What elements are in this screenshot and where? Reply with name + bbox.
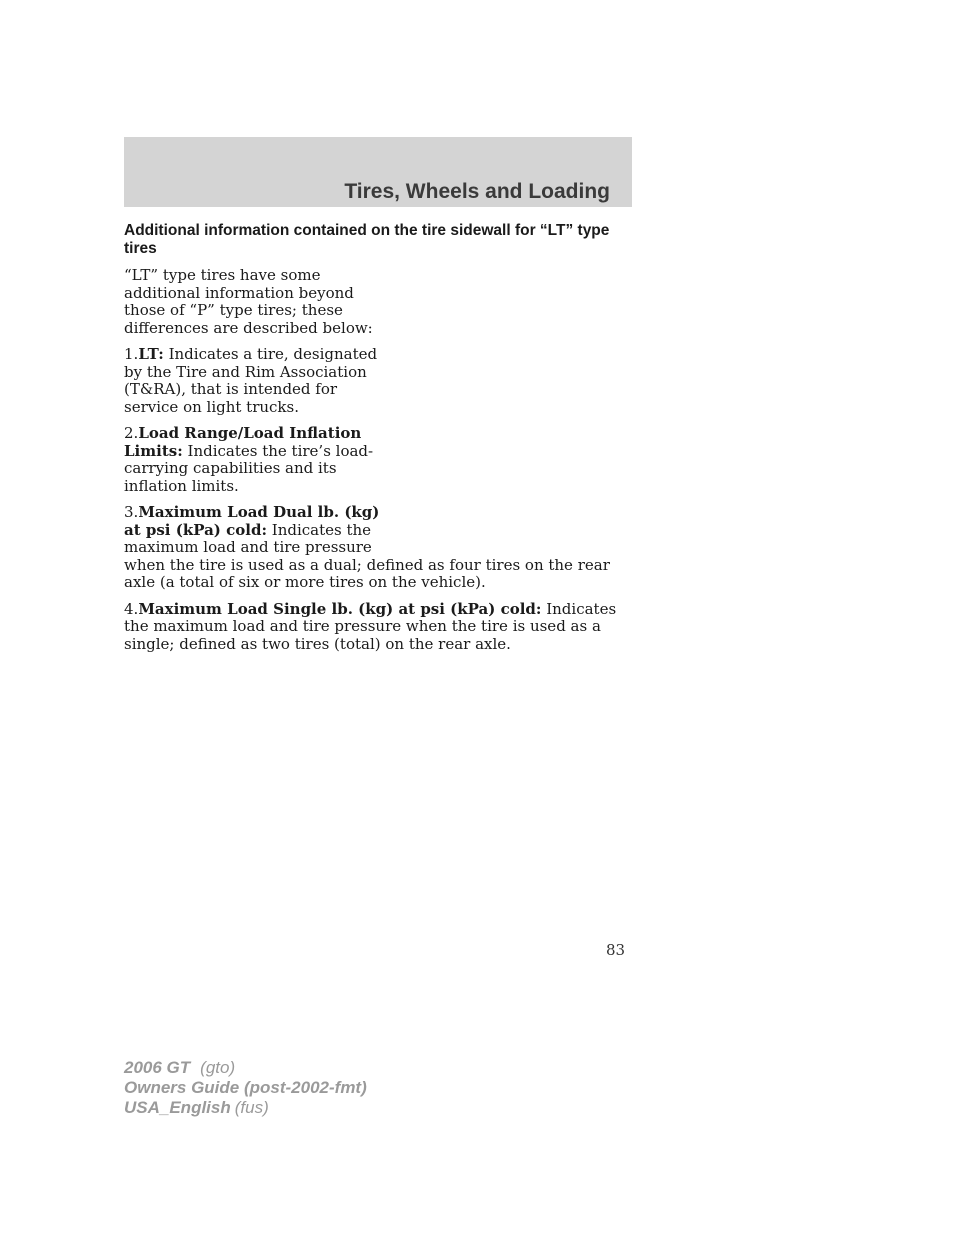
item-text-line1: Indicates the	[271, 520, 372, 539]
item-number: 3.	[124, 503, 139, 521]
document-footer	[124, 1058, 367, 1118]
item-number: 1.	[124, 345, 139, 363]
item-text-rest: when the tire is used as a dual; defined as four tires on the rear axle (a total of six or more tires on the vehicle).	[124, 555, 610, 591]
footer-line-language: USA_English (fus)	[124, 1098, 269, 1117]
item-text: Indicates the maximum load and tire pressure when the tire is used as a single; defined as two tires (total) on the rear axle.	[124, 599, 617, 653]
page-number: 83	[606, 941, 626, 959]
list-item-3	[124, 504, 634, 592]
list-item-1	[124, 346, 392, 416]
intro-paragraph: “LT” type tires have some additional information beyond those of “P” type tires; these differences are described below:	[124, 266, 373, 337]
item-number: 2.	[124, 424, 139, 442]
item-text: Indicates the tire’s load-carrying capabilities and its inflation limits.	[124, 441, 374, 495]
page-content	[124, 222, 634, 662]
section-title: Tires, Wheels and Loading	[344, 180, 610, 203]
item-term-line2: at psi (kPa) cold:	[124, 520, 267, 539]
footer-line-model: 2006 GT (gto)	[124, 1058, 236, 1077]
item-term: Maximum Load Single lb. (kg) at psi (kPa) cold:	[138, 599, 542, 618]
item-text-line2: maximum load and tire pressure	[124, 538, 372, 556]
footer-line-guide: Owners Guide (post-2002-fmt)	[124, 1078, 367, 1097]
item-term-line1: Maximum Load Dual lb. (kg)	[138, 503, 380, 521]
list-item-4	[124, 601, 634, 654]
item-term: LT:	[138, 345, 164, 363]
list-item-2	[124, 425, 392, 495]
item-number: 4.	[124, 599, 139, 618]
item-term: Load Range/Load Inflation Limits:	[124, 424, 362, 460]
item-text: Indicates a tire, designated by the Tire and Rim Association (T&RA), that is intended for service on light trucks.	[124, 345, 378, 416]
section-header-band	[124, 137, 632, 207]
subsection-heading: Additional information contained on the tire sidewall for “LT” type tires	[124, 222, 610, 257]
